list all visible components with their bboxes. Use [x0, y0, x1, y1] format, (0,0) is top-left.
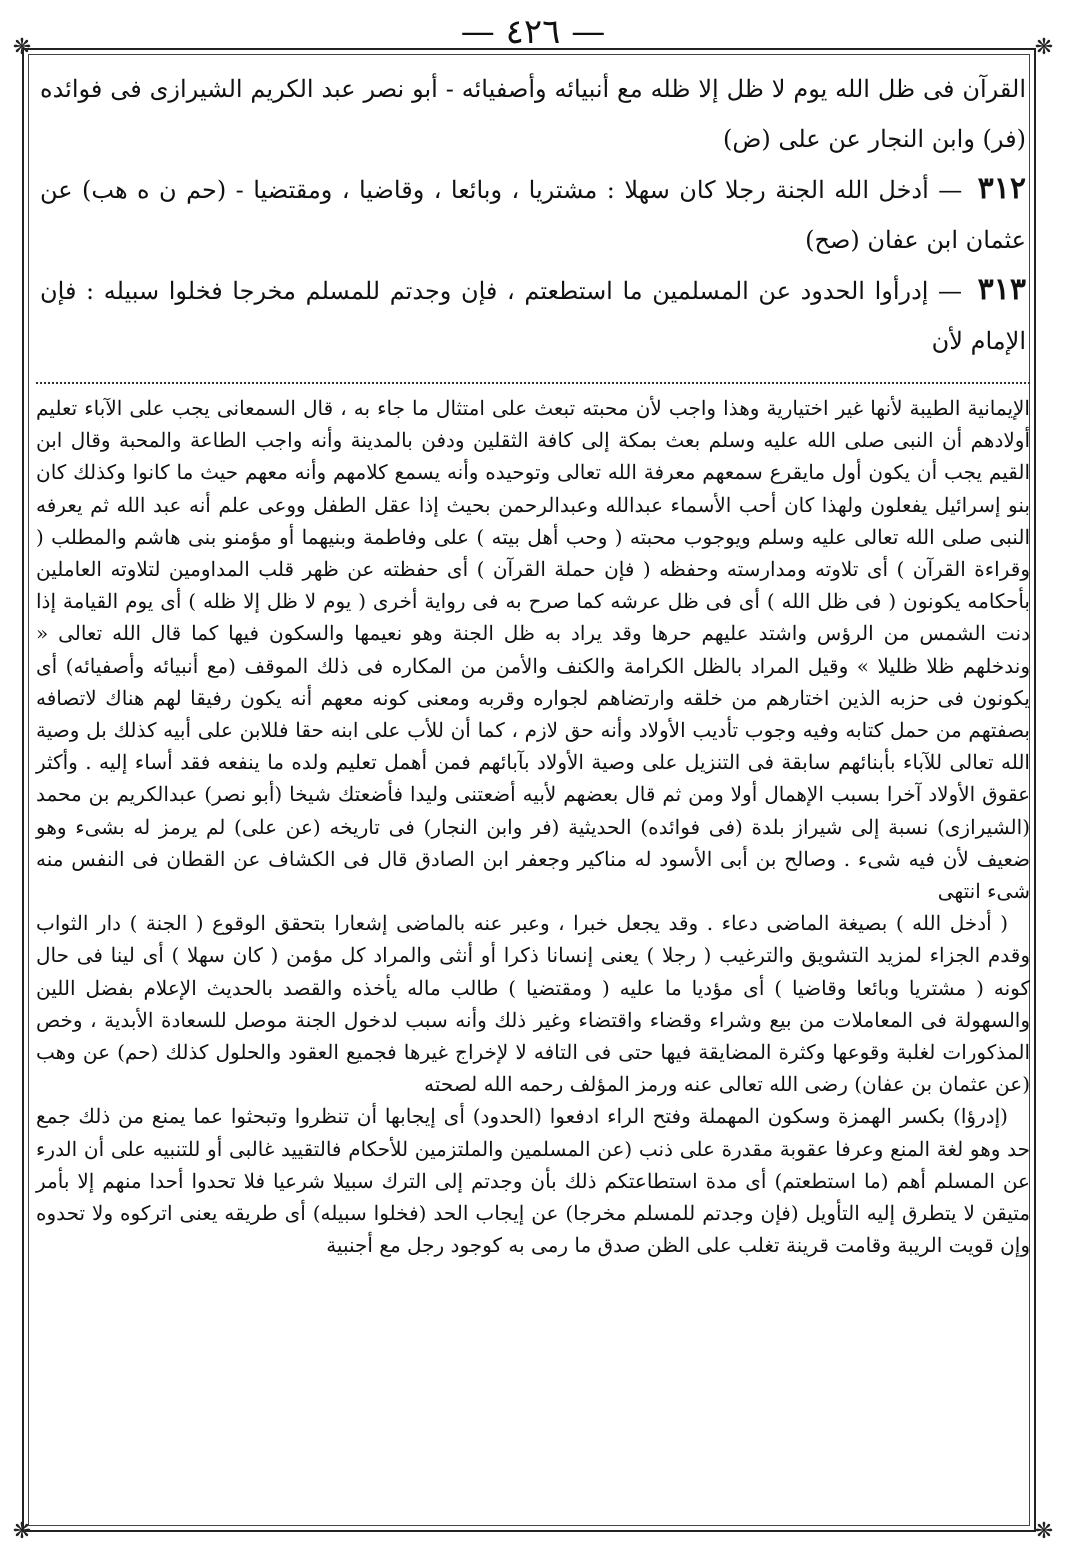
hadith-number: ٣١٢: [977, 171, 1026, 206]
hadith-text: — إدرأوا الحدود عن المسلمين ما استطعتم ، فإن وجدتم للمسلم مخرجا فخلوا سبيله : فإن الإمام لأن: [40, 277, 1026, 355]
hadith-number: ٣١٣: [977, 272, 1026, 307]
hadith-text-block: [40, 64, 1026, 366]
commentary-paragraph: (إدرؤا) بكسر الهمزة وسكون المهملة وفتح الراء ادفعوا (الحدود) أى إيجابها أن تنظروا وتبحثوا عما يمنع من ذلك جمع حد وهو لغة المنع وعرفا عقوبة مقدرة على ذنب (عن المسلمين والملتزمين للأحكام فالتقييد غالبى أو للتنبيه على أن الدرء عن المسلم أهم (ما استطعتم) أى مدة استطاعتكم ذلك بأن وجدتم إلى الترك سبيلا شرعيا فلا تحدوا أحدا منهم إلا بأمر متيقن لا يتطرق إليه التأويل (فإن وجدتم للمسلم مخرجا) عن إيجاب الحد (فخلوا سبيله) أى طريقه يعنى اتركوه ولا تحدوه وإن قويت الريبة وقامت قرينة تغلب على الظن صدق ما رمى به كوجود رجل مع أجنبية: [36, 1104, 1030, 1258]
corner-ornament-icon: ❋: [12, 1519, 32, 1544]
dotted-divider: [36, 382, 1030, 384]
page-number: — ٤٢٦ —: [460, 12, 606, 52]
hadith-312: [40, 164, 1026, 265]
corner-ornament-icon: ❋: [12, 35, 32, 60]
hadith-continuation: القرآن فى ظل الله يوم لا ظل إلا ظله مع أنبيائه وأصفيائه - أبو نصر عبد الكريم الشيرازى فى فوائده (فر) وابن النجار عن على (ض): [40, 75, 1027, 153]
corner-ornament-icon: ❋: [1034, 35, 1054, 60]
commentary-block: [36, 392, 1030, 1261]
hadith-313: [40, 265, 1026, 366]
commentary-paragraph: الإيمانية الطيبة لأنها غير اختيارية وهذا واجب لأن محبته تبعث على امتثال ما جاء به ، قال السمعانى يجب على الآباء تعليم أولادهم أن النبى صلى الله عليه وسلم بعث بمكة إلى كافة الثقلين ودفن بالمدينة وأنه واجب الطاعة والمحبة وقال ابن القيم يجب أن يكون أول مايقرع سمعهم معرفة الله تعالى وتوحيده وأنه يسمع كلامهم وأنه معهم حيث ما كانوا وكذلك كان بنو إسرائيل يفعلون ولهذا كان أحب الأسماء عبدالله وعبدالرحمن بحيث إذا عقل الطفل ووعى علم أنه عبد الله ثم يعرفه النبى صلى الله تعالى عليه وسلم ويوجوب محبته ( وحب أهل بيته ) على وفاطمة وبنيهما أو مؤمنو بنى هاشم والمطلب ( وقراءة القرآن ) أى تلاوته ومدارسته وحفظه ( فإن حملة القرآن ) أى حفظته عن ظهر قلب المداومين لتلاوته العاملين بأحكامه يكونون ( فى ظل الله ) أى فى ظل عرشه كما صرح به فى رواية أخرى ( يوم لا ظل إلا ظله ) أى يوم القيامة إذا دنت الشمس من الرؤس واشتد عليهم حرها وقد يراد به ظل الجنة وهو نعيمها والسكون فيها كما قال الله تعالى « وندخلهم ظلا ظليلا » وقيل المراد بالظل الكرامة والكنف والأمن من المكاره فى ذلك الموقف (مع أنبيائه وأصفيائه) أى يكونون فى حزبه الذين اختارهم من خلقه وارتضاهم لجواره وقربه ومعنى كونه معهم أنه يكون رفيقا لهم هناك لاتصافه بصفتهم من حمل كتابه وفيه وجوب تأديب الأولاد وأنه حق لازم ، كما أن للأب على ابنه حقا فللابن على أبيه كذلك بل وصية الله تعالى للآباء بأبنائهم سابقة فى التنزيل على وصية الأولاد بآبائهم فمن أهمل تعليم ولده ما ينفعه فقد أساء إليه . وأكثر عقوق الأولاد آخرا بسبب الإهمال أولا ومن ثم قال بعضهم لأبيه أضعتنى وليدا فأضعتك شيخا (أبو نصر) عبدالكريم بن محمد (الشيرازى) نسبة إلى شيراز بلدة (فى فوائده) الحديثية (فر وابن النجار) فى تاريخه (عن على) لم يرمز له بشىء وهو ضعيف لأن فيه شىء . وصالح بن أبى الأسود له مناكير وجعفر ابن الصادق قال فى الكشاف عن القطان فى النفس منه شىء انتهى: [36, 396, 1031, 904]
commentary-paragraph: ( أدخل الله ) بصيغة الماضى دعاء . وقد يجعل خبرا ، وعبر عنه بالماضى إشعارا بتحقق الوقوع ( الجنة ) دار الثواب وقدم الجزاء لمزيد التشويق والترغيب ( رجلا ) يعنى إنسانا ذكرا أو أنثى والمراد كل مؤمن ( كان سهلا ) أى لينا فى حال كونه ( مشتريا وبائعا وقاضيا ) أى مؤديا ما عليه ( ومقتضيا ) طالب ماله يأخذه والقصد بالحديث الإعلام بفضل اللين والسهولة فى المعاملات من بيع وشراء وقضاء واقتضاء وغير ذلك وأنه سبب لدخول الجنة موصل للسعادة الأبدية ، وخص المذكورات لغلبة وقوعها وكثرة المضايقة فيها حتى فى التافه لا لإخراج غيرها فجميع العقود والحلول كذلك (حم) عن وهب (عن عثمان بن عفان) رضى الله تعالى عنه ورمز المؤلف رحمه الله لصحته: [36, 911, 1030, 1097]
hadith-text: — أدخل الله الجنة رجلا كان سهلا : مشتريا ، وبائعا ، وقاضيا ، ومقتضيا - (حم ن ه هب) عن عثمان ابن عفان (صح): [40, 176, 1026, 254]
corner-ornament-icon: ❋: [1034, 1519, 1054, 1544]
